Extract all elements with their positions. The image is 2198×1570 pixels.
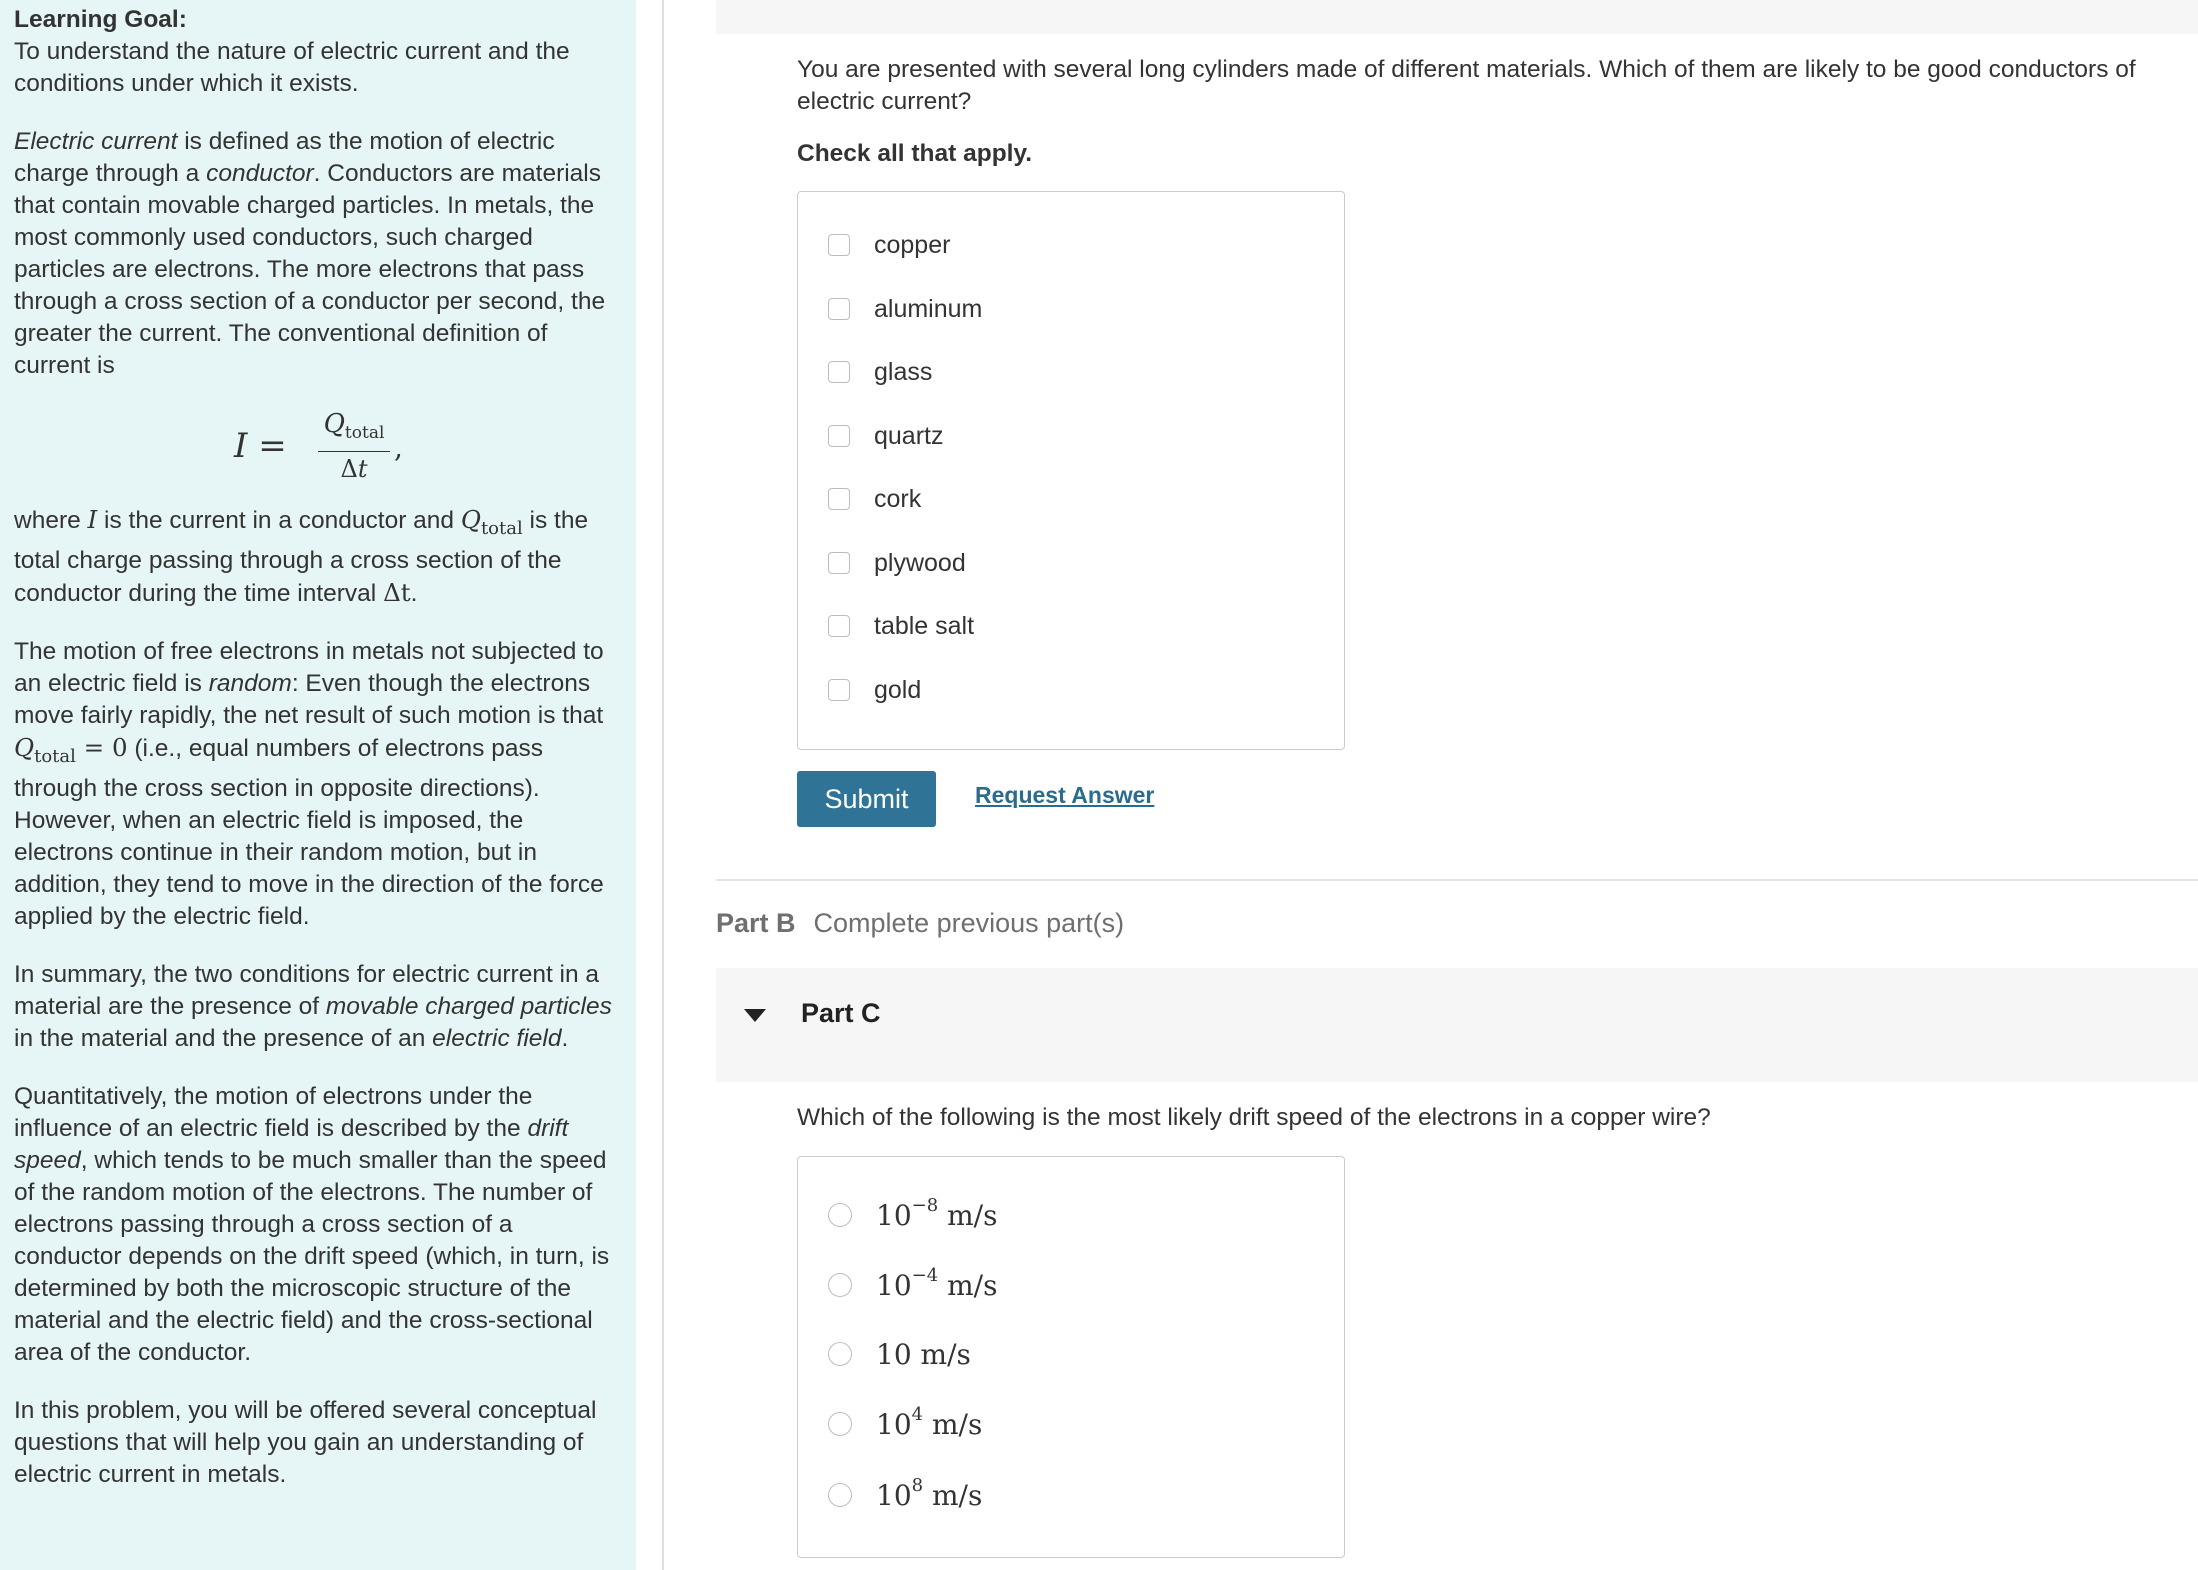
option-1e-8[interactable]: $10^{-8}$ m/s: [828, 1195, 997, 1235]
option-1e-4[interactable]: $10^{-4}$ m/s: [828, 1265, 997, 1305]
checkbox[interactable]: [828, 234, 850, 256]
radio-button[interactable]: [828, 1342, 852, 1366]
checkbox[interactable]: [828, 679, 850, 701]
part-a-header-band: [716, 0, 2198, 34]
checkbox[interactable]: [828, 488, 850, 510]
part-c-options: [797, 1156, 1345, 1558]
intro-paragraph-definition: Electric current is defined as the motion of electric charge through a conductor. Conductors are materials that contain movable charged particles. In metals, the most commonly used conductors, such charged particles are electrons. The more electrons that pass through a cross section of a conductor per second, the greater the current. The conventional definition of current is: [14, 128, 606, 379]
checkbox[interactable]: [828, 298, 850, 320]
checkbox[interactable]: [828, 552, 850, 574]
learning-goal-title: Learning Goal:: [14, 6, 187, 33]
part-a-question: You are presented with several long cylinders made of different materials. Which of them are likely to be good conductors of electric current?: [797, 56, 2136, 115]
caret-down-icon[interactable]: [744, 1009, 766, 1022]
option-table-salt[interactable]: table salt: [828, 606, 974, 646]
intro-panel: [0, 0, 636, 1570]
part-a-options: [797, 191, 1345, 750]
option-quartz[interactable]: quartz: [828, 416, 943, 456]
radio-button[interactable]: [828, 1273, 852, 1297]
option-1e4[interactable]: $10^4$ m/s: [828, 1404, 982, 1444]
check-all-instruction: Check all that apply.: [797, 140, 1033, 167]
intro-paragraph-random-motion: The motion of free electrons in metals not subjected to an electric field is random: Even though the electrons move fairly rapidly, the net result of such motion is that $Q_{total} = 0$ (i.e., equal numbers of electrons pass through the cross section in opposite directions). However, when an electric field is imposed, the electrons continue in their random motion, but in addition, they tend to move in the direction of the force applied by the electric field.: [14, 637, 604, 930]
checkbox[interactable]: [828, 615, 850, 637]
checkbox[interactable]: [828, 361, 850, 383]
option-copper[interactable]: copper: [828, 225, 950, 265]
radio-button[interactable]: [828, 1203, 852, 1227]
request-answer-link[interactable]: Request Answer: [975, 782, 1155, 808]
part-c-question: Which of the following is the most likely drift speed of the electrons in a copper wire?: [797, 1104, 1711, 1131]
part-c-header[interactable]: [716, 968, 2198, 1082]
part-b-label: Part B: [716, 908, 796, 938]
radio-button[interactable]: [828, 1483, 852, 1507]
intro-paragraph-drift-speed: Quantitatively, the motion of electrons under the influence of an electric field is described by the drift speed, which tends to be much smaller than the speed of the random motion of the electrons. The number of electrons passing through a cross section of a conductor depends on the drift speed (which, in turn, is determined by both the microscopic structure of the material and the electric field) and the cross-sectional area of the conductor.: [14, 1082, 610, 1366]
option-gold[interactable]: gold: [828, 670, 921, 710]
learning-goal-text: To understand the nature of electric current and the conditions under which it exists.: [14, 38, 570, 97]
option-glass[interactable]: glass: [828, 352, 932, 392]
option-10[interactable]: 10 m/s: [828, 1334, 971, 1374]
option-aluminum[interactable]: aluminum: [828, 289, 982, 329]
radio-button[interactable]: [828, 1412, 852, 1436]
formula-lhs: I =: [234, 426, 287, 466]
intro-paragraph-summary: In summary, the two conditions for electric current in a material are the presence of movable charged particles in the material and the presence of an electric field.: [14, 960, 612, 1052]
option-cork[interactable]: cork: [828, 479, 921, 519]
intro-paragraph-closing: In this problem, you will be offered several conceptual questions that will help you gain an understanding of electric current in metals.: [14, 1396, 597, 1488]
part-c-label: Part C: [801, 998, 881, 1028]
option-plywood[interactable]: plywood: [828, 543, 966, 583]
formula-fraction: [318, 408, 390, 484]
panel-divider: [662, 0, 664, 1570]
formula-numerator: $Q_{total}$: [323, 409, 385, 444]
part-b-header[interactable]: [716, 908, 1124, 939]
intro-paragraph-variables: where I is the current in a conductor and $Q_{total}$ is the total charge passing through a cross section of the conductor during the time interval Δt.: [14, 505, 589, 607]
question-area: [716, 0, 2198, 1570]
current-formula: I = $Q_{total}$ Δt ,: [234, 409, 403, 484]
section-divider: [716, 879, 2198, 881]
part-b-status: Complete previous part(s): [813, 908, 1125, 938]
checkbox[interactable]: [828, 425, 850, 447]
option-1e8[interactable]: $10^8$ m/s: [828, 1475, 982, 1515]
submit-button[interactable]: Submit: [797, 771, 936, 827]
formula-denominator: Δt: [340, 455, 368, 484]
